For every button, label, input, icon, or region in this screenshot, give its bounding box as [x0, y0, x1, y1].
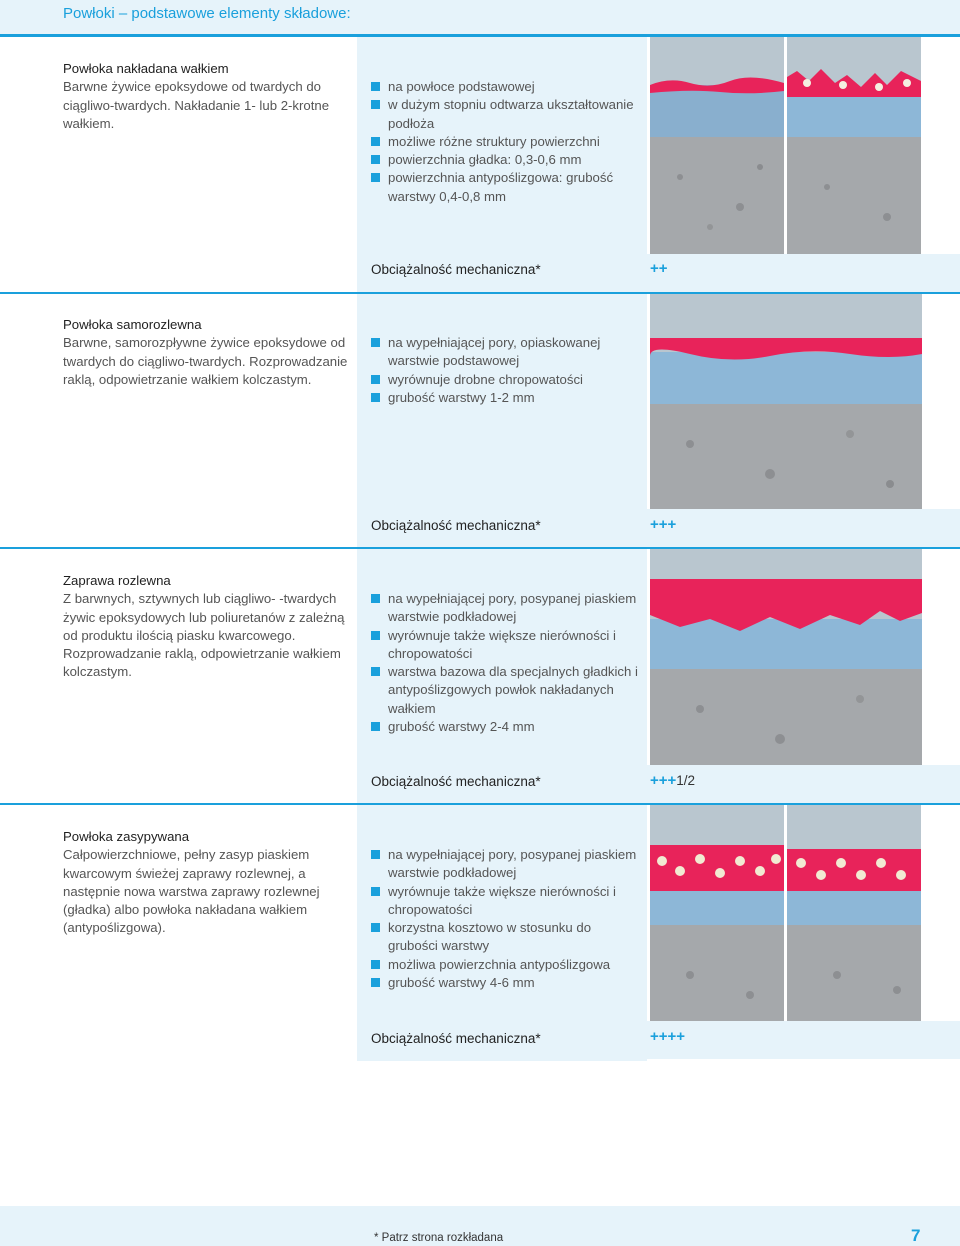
page-title: Powłoki – podstawowe elementy składowe: — [63, 5, 351, 22]
section-3-load-label: Obciążalność mechaniczna* — [371, 774, 541, 789]
list-item: powierzchnia gładka: 0,3-0,6 mm — [371, 151, 641, 169]
section-1-bullet-list — [371, 78, 641, 206]
section-3-cross-section-image — [650, 549, 922, 765]
section-2-load-marks: +++ — [650, 516, 677, 533]
list-item: powierzchnia antypoślizgowa: grubość warstwy 0,4-0,8 mm — [371, 169, 641, 206]
section-2-load-rating — [650, 516, 676, 533]
section-3-left-text — [63, 572, 353, 682]
section-4-cross-section-image-a — [650, 805, 784, 1021]
list-item: na powłoce podstawowej — [371, 78, 641, 96]
section-2-load-label: Obciążalność mechaniczna* — [371, 518, 541, 533]
section-1-load-label: Obciążalność mechaniczna* — [371, 262, 541, 277]
list-item: możliwa powierzchnia antypoślizgowa — [371, 956, 641, 974]
section-3-load-rating — [650, 772, 695, 789]
list-item: grubość warstwy 1-2 mm — [371, 389, 641, 407]
section-1-body: Barwne żywice epoksydowe od twardych do ciągliwo-twardych. Nakładanie 1- lub 2-krotne wałkiem. — [63, 79, 330, 131]
list-item: korzystna kosztowo w stosunku do grubości warstwy — [371, 919, 641, 956]
list-item: grubość warstwy 4-6 mm — [371, 974, 641, 992]
section-2-cross-section-image — [650, 294, 922, 509]
section-3-load-suffix: 1/2 — [676, 773, 696, 788]
section-4-load-marks: ++++ — [650, 1028, 686, 1045]
section-3-title: Zaprawa rozlewna — [63, 573, 171, 588]
list-item: warstwa bazowa dla specjalnych gładkich i antypoślizgowych powłok nakładanych wałkiem — [371, 663, 641, 718]
section-2-title: Powłoka samorozlewna — [63, 317, 202, 332]
section-3-body: Z barwnych, sztywnych lub ciągliwo- -twardych żywic epoksydowych lub poliuretanów z zależną od produktu ilością piasku kwarcowego. Rozprowadzanie raklą, odpowietrzanie wałkiem kolczastym. — [63, 591, 345, 680]
section-4-cross-section-image-b — [787, 805, 921, 1021]
footnote: * Patrz strona rozkładana — [374, 1232, 504, 1244]
section-2-bullet-list — [371, 334, 641, 407]
section-3-bullet-list — [371, 590, 641, 736]
section-2-body: Barwne, samorozpływne żywice epoksydowe od twardych do ciągliwo-twardych. Rozprowadzanie raklą, odpowietrzanie wałkiem kolczastym. — [63, 335, 348, 387]
section-2-left-text — [63, 316, 353, 389]
list-item: w dużym stopniu odtwarza ukształtowanie podłoża — [371, 96, 641, 133]
section-1-title: Powłoka nakładana wałkiem — [63, 61, 229, 76]
section-4-title: Powłoka zasypywana — [63, 829, 190, 844]
section-4-left-text — [63, 828, 353, 938]
list-item: grubość warstwy 2-4 mm — [371, 718, 641, 736]
section-1-load-rating — [650, 260, 668, 277]
page-number: 7 — [911, 1226, 921, 1245]
section-4-bullet-list — [371, 846, 641, 992]
list-item: na wypełniającej pory, posypanej piaskiem warstwie podkładowej — [371, 590, 641, 627]
list-item: wyrównuje także większe nierówności i chropowatości — [371, 627, 641, 664]
list-item: możliwe różne struktury powierzchni — [371, 133, 641, 151]
list-item: wyrównuje drobne chropowatości — [371, 371, 641, 389]
section-1-left-text — [63, 60, 353, 133]
section-4-load-rating — [650, 1028, 685, 1045]
section-1-cross-section-image-b — [787, 37, 921, 254]
section-4-body: Całpowierzchniowe, pełny zasyp piaskiem kwarcowym świeżej zaprawy rozlewnej, a następnie nowa warstwa zaprawy rozlewnej (gładka) albo powłoka nakładana wałkiem (antypoślizgowa). — [63, 847, 320, 936]
section-1-cross-section-image-a — [650, 37, 784, 254]
list-item: na wypełniającej pory, posypanej piaskiem warstwie podkładowej — [371, 846, 641, 883]
section-3-load-marks: +++ — [650, 772, 677, 789]
section-1-load-marks: ++ — [650, 260, 668, 277]
list-item: wyrównuje także większe nierówności i chropowatości — [371, 883, 641, 920]
section-4-load-label: Obciążalność mechaniczna* — [371, 1031, 541, 1046]
list-item: na wypełniającej pory, opiaskowanej warstwie podstawowej — [371, 334, 641, 371]
